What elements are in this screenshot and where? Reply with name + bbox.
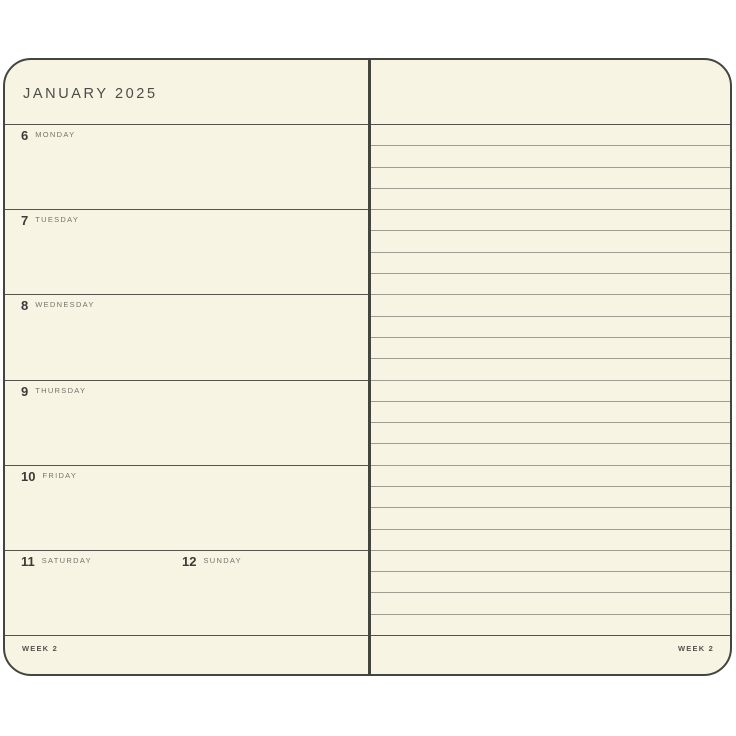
ruled-line	[371, 167, 730, 168]
ruled-line	[371, 401, 730, 402]
day-name-label: SATURDAY	[41, 555, 92, 565]
ruled-line	[371, 486, 730, 487]
day-name-label: FRIDAY	[42, 470, 78, 480]
ruled-line	[371, 124, 730, 125]
ruled-line	[371, 507, 730, 508]
ruled-line	[371, 635, 730, 636]
day-row-divider	[5, 124, 368, 125]
day-date: 12	[182, 553, 197, 569]
ruled-line	[371, 273, 730, 274]
ruled-line	[371, 443, 730, 444]
day-date: 8	[21, 298, 29, 314]
ruled-line	[371, 316, 730, 317]
day-row-divider	[5, 465, 368, 466]
ruled-line	[371, 550, 730, 551]
day-row-divider	[5, 550, 368, 551]
ruled-line	[371, 592, 730, 593]
day-entry	[21, 214, 79, 227]
ruled-line	[371, 230, 730, 231]
footer-divider-left	[5, 635, 368, 636]
day-row-divider	[5, 380, 368, 381]
ruled-line	[371, 209, 730, 210]
day-name-label: THURSDAY	[35, 385, 87, 395]
day-row-divider	[5, 294, 368, 295]
day-date: 7	[21, 213, 29, 229]
week-number-label-left: WEEK 2	[22, 644, 58, 653]
ruled-line	[371, 337, 730, 338]
day-date: 9	[21, 383, 29, 399]
weekly-calendar-page	[5, 60, 368, 674]
day-entry	[21, 299, 95, 312]
day-name-label: SUNDAY	[203, 555, 242, 565]
day-entry	[182, 555, 242, 568]
day-row-divider	[5, 209, 368, 210]
day-name-label: MONDAY	[35, 130, 76, 139]
ruled-line	[371, 188, 730, 189]
day-entry	[21, 555, 92, 568]
ruled-line	[371, 294, 730, 295]
notes-page	[371, 60, 730, 674]
ruled-line	[371, 614, 730, 615]
day-entry	[21, 129, 75, 142]
ruled-line	[371, 358, 730, 359]
planner-spread	[3, 58, 732, 676]
ruled-line	[371, 529, 730, 530]
ruled-line	[371, 422, 730, 423]
day-name-label: WEDNESDAY	[35, 300, 95, 310]
day-date: 10	[21, 468, 36, 484]
day-name-label: TUESDAY	[35, 215, 80, 225]
week-number-label-right: WEEK 2	[678, 644, 714, 653]
ruled-line	[371, 252, 730, 253]
ruled-line	[371, 380, 730, 381]
day-date: 6	[21, 128, 29, 143]
ruled-line	[371, 571, 730, 572]
ruled-line	[371, 465, 730, 466]
day-entry	[21, 470, 77, 483]
day-date: 11	[21, 553, 35, 569]
month-title: JANUARY 2025	[23, 86, 158, 102]
ruled-line	[371, 145, 730, 146]
day-entry	[21, 385, 86, 398]
